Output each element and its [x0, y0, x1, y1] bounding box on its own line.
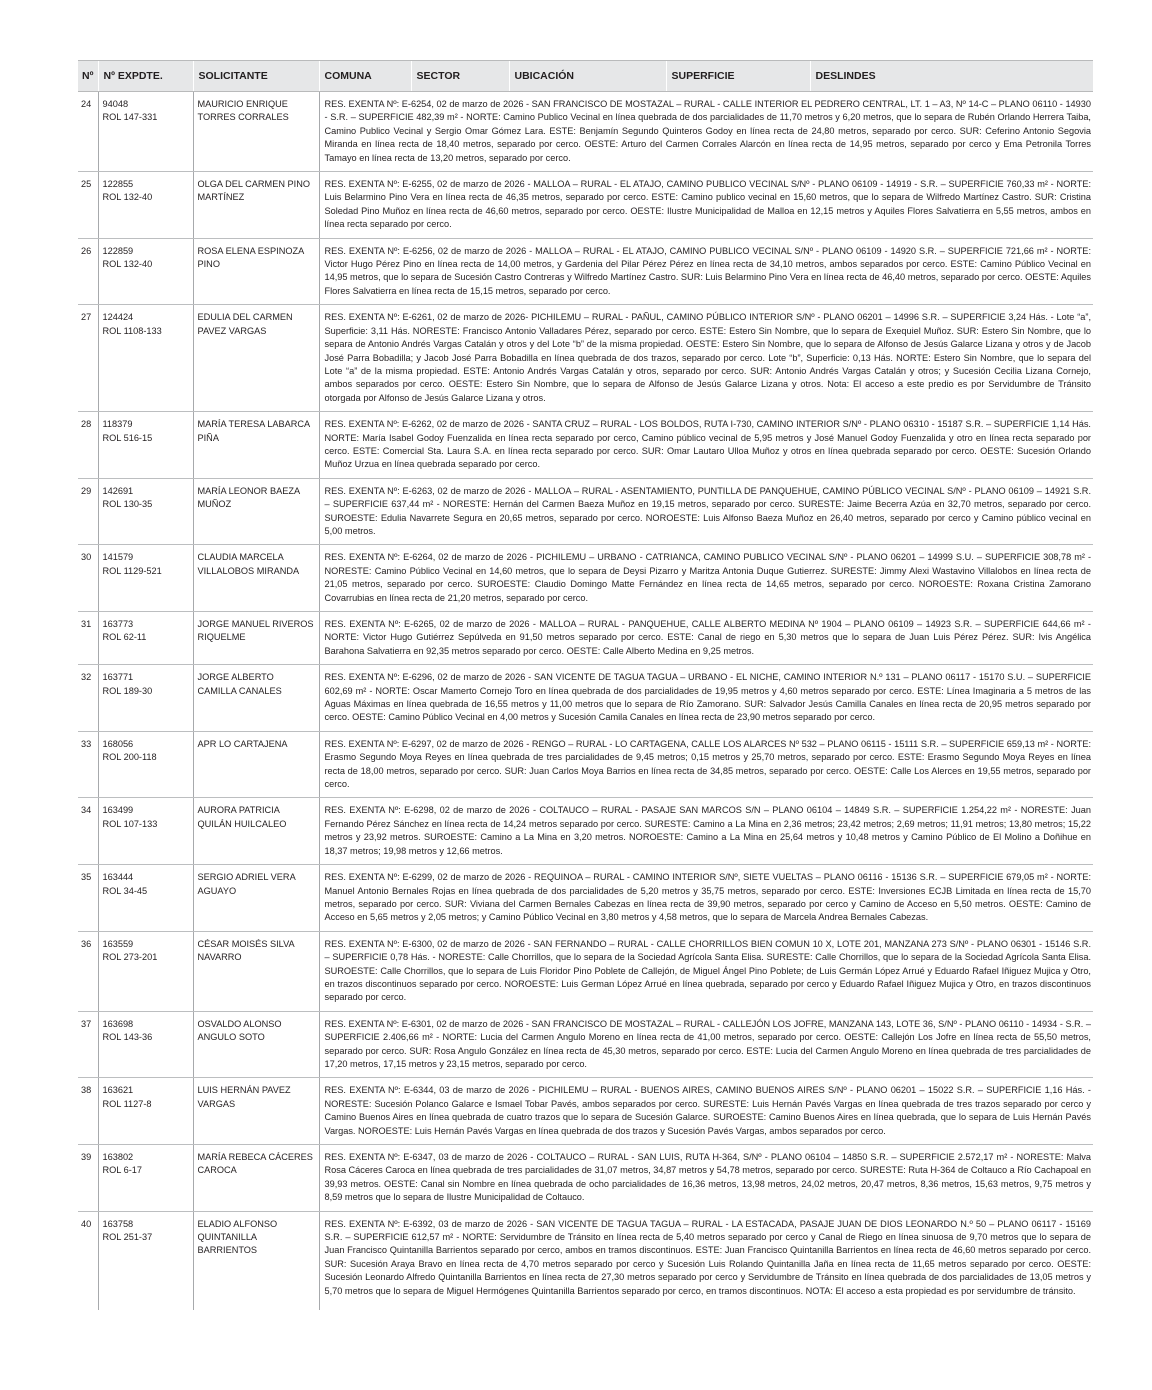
expediente-cell	[98, 172, 193, 239]
expediente-number: 163499	[102, 805, 134, 816]
solicitante-name: CLAUDIA MARCELA VILLALOBOS MIRANDA	[193, 545, 319, 612]
resolution-text: RES. EXENTA Nº: E-6263, 02 de marzo de 2026 - MALLOA – RURAL - ASENTAMIENTO, PUNTILLA DE PANQUEHUE, CAMINO PÚBLICO VECINAL S/Nº - PLANO 06109 – 14921 S.R. – SUPERFICIE 637,44 m² - NORESTE: Hernán del Carmen Baeza Muñoz en 19,15 metros, separado por cerco. SURESTE: Jaime Becerra Azúa en 32,70 metros, separado por cerco. SUROESTE: Edulia Navarrete Segura en 20,65 metros, separado por cerco. NOROESTE: Luis Alfonso Baeza Muñoz en 26,40 metros, separado por cerco y Camino público vecinal en 5,00 metros.	[319, 478, 1093, 545]
rol-number: ROL 1127-8	[102, 1098, 152, 1109]
table-row	[78, 612, 1093, 665]
table-row	[78, 238, 1093, 305]
table-row	[78, 731, 1093, 798]
solicitante-name: MAURICIO ENRIQUE TORRES CORRALES	[193, 92, 319, 172]
expediente-number: 163758	[102, 1218, 134, 1229]
resolution-text: RES. EXENTA Nº: E-6262, 02 de marzo de 2026 - SANTA CRUZ – RURAL - LOS BOLDOS, RUTA I-730, CAMINO INTERIOR S/Nº - PLANO 06310 - 15187 S.R. – SUPERFICIE 1,14 Hás. NORTE: María Isabel Godoy Fuenzalida en línea recta separado por cerco, Camino público vecinal de 5,95 metros y José Manuel Godoy Fuenzalida y otro en línea recta separado por cerco. ESTE: Comercial Sta. Laura S.A. en línea recta separado por cerco. SUR: Omar Lautaro Ulloa Muñoz y otros en línea quebrada separado por cerco. OESTE: Sucesión Orlando Muñoz Urzua en línea quebrada separado por cerco.	[319, 412, 1093, 479]
table-row	[78, 1211, 1093, 1310]
expediente-number: 163559	[102, 938, 134, 949]
table-row	[78, 478, 1093, 545]
resolution-text: RES. EXENTA Nº: E-6264, 02 de marzo de 2026 - PICHILEMU – URBANO - CATRIANCA, CAMINO PUBLICO VECINAL S/Nº - PLANO 06201 – 14999 S.U. – SUPERFICIE 308,78 m² - NORESTE: Camino Público Vecinal en 14,60 metros, que lo separa de Deysi Pizarro y Maritza Antonia Duque Gutierrez. SURESTE: Jimmy Alexi Wastavino Villalobos en línea recta de 21,05 metros, separado por cerco. SUROESTE: Claudio Domingo Matte Fernández en línea recta de 14,65 metros, separado por cerco. NOROESTE: Roxana Cristina Zamorano Covarrubias en línea recta de 21,20 metros, separado por cerco.	[319, 545, 1093, 612]
header-comuna: COMUNA	[319, 61, 411, 92]
rol-number: ROL 273-201	[102, 952, 158, 963]
row-number: 40	[81, 1218, 92, 1229]
resolution-text: RES. EXENTA Nº: E-6392, 03 de marzo de 2026 - SAN VICENTE DE TAGUA TAGUA – RURAL - LA ESTACADA, PASAJE JUAN DE DIOS LEONARDO N.º 50 – PLANO 06117 - 15169 S.R. – SUPERFICIE 612,57 m² - NORTE: Servidumbre de Tránsito en línea recta de 5,40 metros separado por cerco y Canal de Riego en línea sinuosa de 9,70 metros que lo separa de Juan Francisco Quintanilla Barrientos separado por cerco, ambos en tramos discontinuos. ESTE: Juan Francisco Quintanilla Barrientos en línea recta de 46,60 metros separado por cerco. SUR: Sucesión Araya Bravo en línea recta de 4,70 metros separado por cerco y Sucesión Luis Rolando Quintanilla Jaña en línea recta de 11,65 metros separado por cerco. OESTE: Sucesión Leonardo Alfredo Quintanilla Barrientos en línea recta de 27,30 metros separado por cerco y Servidumbre de Tránsito en línea quebrada de dos parcialidades de 13,05 metros y 5,70 metros que lo separa de Miguel Hermógenes Quintanilla Barrientos separado por cerco, en tramos discontinuos. NOTA: El acceso a esta propiedad es por servidumbre de tránsito.	[319, 1211, 1093, 1310]
expediente-cell	[98, 612, 193, 665]
table-row	[78, 1145, 1093, 1212]
expediente-number: 124424	[102, 312, 134, 323]
rol-number: ROL 62-11	[102, 632, 147, 643]
table-row	[78, 172, 1093, 239]
header-sector: SECTOR	[411, 61, 509, 92]
expediente-cell	[98, 478, 193, 545]
expediente-cell	[98, 412, 193, 479]
expediente-number: 122859	[102, 245, 134, 256]
row-number: 24	[78, 92, 98, 172]
expediente-cell	[98, 1011, 193, 1078]
row-number: 27	[78, 305, 98, 412]
solicitante-name: OSVALDO ALONSO ANGULO SOTO	[193, 1011, 319, 1078]
rol-number: ROL 130-35	[102, 499, 153, 510]
solicitante-name: ELADIO ALFONSO QUINTANILLA BARRIENTOS	[193, 1211, 319, 1310]
table-row	[78, 412, 1093, 479]
rol-number: ROL 34-45	[102, 885, 148, 896]
table-row	[78, 798, 1093, 865]
resolution-text: RES. EXENTA Nº: E-6344, 03 de marzo de 2026 - PICHILEMU – RURAL - BUENOS AIRES, CAMINO BUENOS AIRES S/Nº - PLANO 06201 – 15022 S.R. – SUPERFICIE 1,16 Hás. - NORESTE: Sucesión Polanco Galarce e Ismael Tobar Pavés, ambos separados por cerco. SURESTE: Luis Hernán Pavés Vargas en línea quebrada de tres trazos separado por cerco y Camino Buenos Aires en línea quebrada de cuatro trazos que lo separa de Sucesión Galarce. SUROESTE: Camino Buenos Aires en línea quebrada, que lo separa de Luis Hernán Pavés Vargas. NOROESTE: Luis Hernán Pavés Vargas en línea quebrada de dos trazos y Sucesión Pavés Vargas, ambos separados por cerco.	[319, 1078, 1093, 1145]
resolution-text: RES. EXENTA Nº: E-6300, 02 de marzo de 2026 - SAN FERNANDO – RURAL - CALLE CHORRILLOS BIEN COMUN 10 X, LOTE 201, MANZANA 273 S/Nº - PLANO 06301 - 15146 S.R. – SUPERFICIE 0,78 Hás. - NORESTE: Calle Chorrillos, que lo separa de la Sociedad Agrícola Santa Elisa. SURESTE: Calle Chorrillos, que lo separa de la Sociedad Agrícola Santa Elisa. SUROESTE: Calle Chorrillos, que lo separa de Luis Floridor Pino Poblete de Callejón, de Miguel Ángel Pino Poblete; de Luis Germán López Arrué y Eduardo Rafael Iñiguez Mujica y Otro, en trazos discontinuos separado por cerco. NOROESTE: Luis German López Arrué en línea quebrada, separado por cerco y Eduardo Rafael Iñiguez Mujica y Otro, en trazos discontinuos separado por cerco.	[319, 931, 1093, 1011]
rol-number: ROL 1129-521	[102, 565, 162, 576]
row-number: 39	[78, 1145, 98, 1212]
expediente-cell	[98, 665, 193, 732]
rol-number: ROL 143-36	[102, 1032, 153, 1043]
rol-number: ROL 6-17	[102, 1165, 142, 1176]
expediente-number: 163802	[102, 1152, 134, 1162]
row-number: 35	[78, 865, 98, 932]
row-number: 26	[78, 238, 98, 305]
expediente-cell	[98, 865, 193, 932]
solicitante-name: EDULIA DEL CARMEN PAVEZ VARGAS	[193, 305, 319, 412]
solicitante-name: APR LO CARTAJENA	[193, 731, 319, 798]
resolution-text: RES. EXENTA Nº: E-6265, 02 de marzo de 2026 - MALLOA – RURAL - PANQUEHUE, CALLE ALBERTO MEDINA Nº 1904 – PLANO 06109 – 14923 S.R. – SUPERFICIE 644,66 m² - NORTE: Victor Hugo Gutiérrez Sepúlveda en 91,50 metros separado por cerco. ESTE: Canal de riego en 5,30 metros que lo separa de Juan Luis Pérez Pérez. SUR: Ivis Angélica Barahona Salvatierra en 92,35 metros separado por cerco. OESTE: Calle Alberto Medina en 9,25 metros.	[319, 612, 1093, 665]
solicitante-name: AURORA PATRICIA QUILÁN HUILCALEO	[193, 798, 319, 865]
solicitante-name: CÉSAR MOISÉS SILVA NAVARRO	[193, 931, 319, 1011]
resolution-text: RES. EXENTA Nº: E-6297, 02 de marzo de 2026 - RENGO – RURAL - LO CARTAGENA, CALLE LOS ALARCES Nº 532 – PLANO 06115 - 15111 S.R. – SUPERFICIE 659,13 m² - NORTE: Erasmo Segundo Moya Reyes en línea quebrada de tres parcialidades de 9,45 metros; 0,15 metros y 25,70 metros, separado por cerco. ESTE: Erasmo Segundo Moya Reyes en línea recta de 18,00 metros, separado por cerco. SUR: Juan Carlos Moya Barrios en línea recta de 34,85 metros, separado por cerco. OESTE: Calle Los Alerces en 19,55 metros, separado por cerco.	[319, 731, 1093, 798]
resolution-text: RES. EXENTA Nº: E-6301, 02 de marzo de 2026 - SAN FRANCISCO DE MOSTAZAL – RURAL - CALLEJÓN LOS JOFRE, MANZANA 143, LOTE 36, S/Nº - PLANO 06110 - 14934 - S.R. – SUPERFICIE 2.406,66 m² - NORTE: Lucia del Carmen Angulo Moreno en línea recta de 41,00 metros, separado por cerco. OESTE: Callejón Los Jofre en línea recta de 55,50 metros, separado por cerco. SUR: Rosa Angulo González en línea recta de 45,30 metros, separado por cerco. ESTE: Lucia del Carmen Angulo Moreno en línea quebrada de tres parcialidades de 17,20 metros, 17,15 metros y 23,15 metros, separado por cerco.	[319, 1011, 1093, 1078]
table-row	[78, 865, 1093, 932]
solicitante-name: JORGE MANUEL RIVEROS RIQUELME	[193, 612, 319, 665]
solicitante-name: OLGA DEL CARMEN PINO MARTÍNEZ	[193, 172, 319, 239]
expediente-cell	[98, 92, 193, 172]
header-expediente: Nº EXPDTE.	[98, 61, 193, 92]
expediente-number: 142691	[102, 485, 134, 496]
expediente-cell	[98, 1145, 193, 1212]
expediente-number: 141579	[102, 552, 134, 563]
expediente-cell	[98, 305, 193, 412]
header-row	[78, 61, 1093, 92]
row-number: 32	[78, 665, 98, 732]
expediente-cell	[98, 731, 193, 798]
expediente-number: 168056	[102, 738, 134, 749]
expediente-number: 163444	[102, 872, 134, 883]
rol-number: ROL 107-133	[102, 818, 158, 829]
expediente-number: 94048	[102, 99, 129, 109]
resolution-text: RES. EXENTA Nº: E-6298, 02 de marzo de 2026 - COLTAUCO – RURAL - PASAJE SAN MARCOS S/N – PLANO 06104 – 14849 S.R. – SUPERFICIE 1.254,22 m² - NORESTE: Juan Fernando Pérez Sánchez en línea recta de 14,24 metros separado por cerco. SURESTE: Camino a La Mina en 2,36 metros; 23,42 metros; 2,69 metros; 11,91 metros; 13,80 metros; 15,22 metros y 23,92 metros. SUROESTE: Camino a La Mina en 3,20 metros. NOROESTE: Camino a La Mina en 25,64 metros y 10,48 metros y Camino Público de El Molino a Doñihue en 18,37 metros; 19,98 metros y 12,66 metros.	[319, 798, 1093, 865]
expediente-cell	[98, 1078, 193, 1145]
row-number: 33	[78, 731, 98, 798]
solicitante-name: JORGE ALBERTO CAMILLA CANALES	[193, 665, 319, 732]
resolution-text: RES. EXENTA Nº: E-6261, 02 de marzo de 2026- PICHILEMU – RURAL - PAÑUL, CAMINO PÚBLICO INTERIOR S/Nº - PLANO 06201 – 14996 S.R. – SUPERFICIE 3,24 Hás. - Lote “a”, Superficie: 3,11 Hás. NORESTE: Francisco Antonio Valladares Pérez, separado por cerco. ESTE: Estero Sin Nombre, que lo separa de Exequiel Muñoz. SUR: Estero Sin Nombre, que lo separa de Antonio Andrés Vargas Catalán y otros y del Lote “b” de la misma propiedad. OESTE: Estero Sin Nombre, que lo separa de Alfonso de Jesús Galarce Lizana y otros y de Jacob José Parra Bobadilla; y Jacob José Parra Bobadilla en línea quebrada de dos trazos, separado por cerco. Lote “b”, Superficie: 0,13 Hás. NORTE: Estero Sin Nombre, que lo separa del Lote “a” de la misma propiedad. ESTE: Antonio Andrés Vargas Catalán y otros, separado por cerco. SUR: Antonio Andrés Vargas Catalán y otros; y Sucesión Cecilia Lizana Cornejo, ambos separados por cerco. OESTE: Estero Sin Nombre, que lo separa de Alfonso de Jesús Galarce Lizana y otros. Nota: El acceso a este predio es por Servidumbre de Tránsito otorgada por Alfonso de Jesús Galarce Lizana y otros.	[319, 305, 1093, 412]
header-deslindes: DESLINDES	[810, 61, 1093, 92]
resolution-text: RES. EXENTA Nº: E-6347, 03 de marzo de 2026 - COLTAUCO – RURAL - SAN LUIS, RUTA H-364, S/Nº - PLANO 06104 – 14850 S.R. – SUPERFICIE 2.572,17 m² - NORESTE: Malva Rosa Cáceres Caroca en línea quebrada de tres parcialidades de 31,07 metros, 34,87 metros y 54,78 metros, separado por cerco. SURESTE: Ruta H-364 de Coltauco a Río Cachapoal en 39,93 metros. OESTE: Canal sin Nombre en línea quebrada de ocho parcialidades de 16,36 metros, 13,98 metros, 24,02 metros, 20,47 metros, 8,36 metros, 15,63 metros, 9,75 metros y 8,59 metros que lo separa de Ilustre Municipalidad de Coltauco.	[319, 1145, 1093, 1212]
registry-table	[78, 60, 1093, 1310]
header-numero: Nº	[78, 61, 98, 92]
table-row	[78, 305, 1093, 412]
solicitante-name: SERGIO ADRIEL VERA AGUAYO	[193, 865, 319, 932]
row-number: 29	[78, 478, 98, 545]
expediente-cell	[98, 931, 193, 1011]
resolution-text: RES. EXENTA Nº: E-6255, 02 de marzo de 2026 - MALLOA – RURAL - EL ATAJO, CAMINO PUBLICO VECINAL S/Nº - PLANO 06109 - 14919 - S.R. – SUPERFICIE 760,33 m² - NORTE: Luis Belarmino Pino Vera en línea recta de 46,35 metros, separado por cerco. ESTE: Camino publico vecinal en 15,60 metros, que lo separa de Wilfredo Martínez Castro. SUR: Cristina Soledad Pino Muñoz en línea recta de 46,60 metros, separado por cerco. OESTE: Ilustre Municipalidad de Malloa en 12,15 metros y Aquiles Flores Salvatierra en 5,55 metros, ambos en línea recta separado por cerco.	[319, 172, 1093, 239]
rol-number: ROL 516-15	[102, 432, 153, 443]
rol-number: ROL 132-40	[102, 259, 153, 270]
resolution-text: RES. EXENTA Nº: E-6254, 02 de marzo de 2026 - SAN FRANCISCO DE MOSTAZAL – RURAL - CALLE INTERIOR EL PEDRERO CENTRAL, LT. 1 – A3, Nº 14-C – PLANO 06110 - 14930 - S.R. – SUPERFICIE 482,39 m² - NORTE: Camino Publico Vecinal en línea quebrada de dos parcialidades de 11,70 metros y 6,20 metros, que lo separa de Rubén Orlando Herrera Taiba, Camino Publico Vecinal y Sergio Omar Gómez Lara. ESTE: Benjamín Segundo Quinteros Godoy en línea recta de 24,80 metros, separado por cerco. SUR: Ceferino Antonio Segovia Miranda en línea recta de 18,40 metros, separado por cerco. OESTE: Arturo del Carmen Corrales Alarcón en línea recta de 14,95 metros, separado por cerco y Ema Petronila Torres Tamayo en línea recta de 13,20 metros, separado por cerco.	[319, 92, 1093, 172]
solicitante-name: MARÍA LEONOR BAEZA MUÑOZ	[193, 478, 319, 545]
solicitante-name: MARÍA TERESA LABARCA PIÑA	[193, 412, 319, 479]
rol-number: ROL 200-118	[102, 752, 157, 763]
table-row	[78, 931, 1093, 1011]
expediente-cell	[98, 545, 193, 612]
resolution-text: RES. EXENTA Nº: E-6296, 02 de marzo de 2026 - SAN VICENTE DE TAGUA TAGUA – URBANO - EL NICHE, CAMINO INTERIOR N.º 131 – PLANO 06117 - 15170 S.U. – SUPERFICIE 602,69 m² - NORTE: Oscar Mamerto Cornejo Toro en línea quebrada de dos parcialidades de 19,95 metros y 4,60 metros separado por cerco. ESTE: Línea Imaginaria a 5 metros de las Aguas Máximas en línea quebrada de 16,55 metros y 11,00 metros que lo separa de Río Zamorano. SUR: Salvador Jesús Camilla Canales en línea recta de 20,95 metros separado por cerco. OESTE: Camino Público Vecinal en 4,00 metros y Sucesión Camila Canales en línea recta de 23,90 metros separado por cerco.	[319, 665, 1093, 732]
expediente-cell	[98, 238, 193, 305]
table-row	[78, 1011, 1093, 1078]
table-row	[78, 92, 1093, 172]
rol-number: ROL 251-37	[102, 1232, 153, 1243]
rol-number: ROL 189-30	[102, 685, 153, 696]
header-superficie: SUPERFICIE	[666, 61, 810, 92]
expediente-number: 118379	[102, 419, 133, 430]
solicitante-name: ROSA ELENA ESPINOZA PINO	[193, 238, 319, 305]
expediente-number: 163771	[102, 672, 134, 683]
row-number: 25	[78, 172, 98, 239]
rol-number: ROL 132-40	[102, 192, 153, 203]
table-row	[78, 665, 1093, 732]
row-number: 36	[78, 931, 98, 1011]
header-ubicacion: UBICACIÓN	[509, 61, 666, 92]
expediente-cell	[98, 1211, 193, 1310]
expediente-number: 163621	[102, 1085, 134, 1096]
resolution-text: RES. EXENTA Nº: E-6299, 02 de marzo de 2026 - REQUINOA – RURAL - CAMINO INTERIOR S/Nº, SIETE VUELTAS – PLANO 06116 - 15136 S.R. – SUPERFICIE 679,05 m² - NORTE: Manuel Antonio Bernales Rojas en línea quebrada de dos parcialidades de 5,20 metros y 35,75 metros, separado por cerco. ESTE: Inversiones ECJB Limitada en línea recta de 15,70 metros, separado por cerco. SUR: Viviana del Carmen Bernales Cabezas en línea recta de 39,90 metros, separado por cerco y Camino de Acceso en 5,50 metros. OESTE: Camino de Acceso en 5,65 metros y 2,05 metros; y Camino Público Vecinal en 3,80 metros y 4,58 metros, que lo separa de Marcela Andrea Bernales Cabezas.	[319, 865, 1093, 932]
row-number: 30	[78, 545, 98, 612]
solicitante-name: LUIS HERNÁN PAVEZ VARGAS	[193, 1078, 319, 1145]
solicitante-name: MARÍA REBECA CÁCERES CAROCA	[193, 1145, 319, 1212]
expediente-number: 122855	[102, 179, 134, 190]
row-number: 34	[78, 798, 98, 865]
table-row	[78, 545, 1093, 612]
row-number: 28	[78, 412, 98, 479]
resolution-text: RES. EXENTA Nº: E-6256, 02 de marzo de 2026 - MALLOA – RURAL - EL ATAJO, CAMINO PUBLICO VECINAL S/Nº - PLANO 06109 - 14920 S.R. – SUPERFICIE 721,66 m² - NORTE: Victor Hugo Pérez Pino en línea recta de 14,00 metros, y Gardenia del Pilar Pérez Pérez en línea recta de 34,10 metros, ambos separados por cerco. ESTE: Camino Público Vecinal en 14,95 metros, que lo separa de Sucesión Castro Contreras y Wilfredo Martínez Castro. SUR: Luis Belarmino Pino Vera en línea recta de 46,40 metros, separado por cerco. OESTE: Aquiles Flores Salvatierra en línea recta de 15,15 metros, separado por cerco.	[319, 238, 1093, 305]
table-row	[78, 1078, 1093, 1145]
expediente-number: 163773	[102, 619, 134, 629]
row-number: 37	[78, 1011, 98, 1078]
header-solicitante: SOLICITANTE	[193, 61, 319, 92]
rol-number: ROL 1108-133	[102, 325, 162, 336]
expediente-number: 163698	[102, 1018, 134, 1029]
row-number: 31	[78, 612, 98, 665]
rol-number: ROL 147-331	[102, 112, 158, 123]
row-number: 38	[78, 1078, 98, 1145]
expediente-cell	[98, 798, 193, 865]
